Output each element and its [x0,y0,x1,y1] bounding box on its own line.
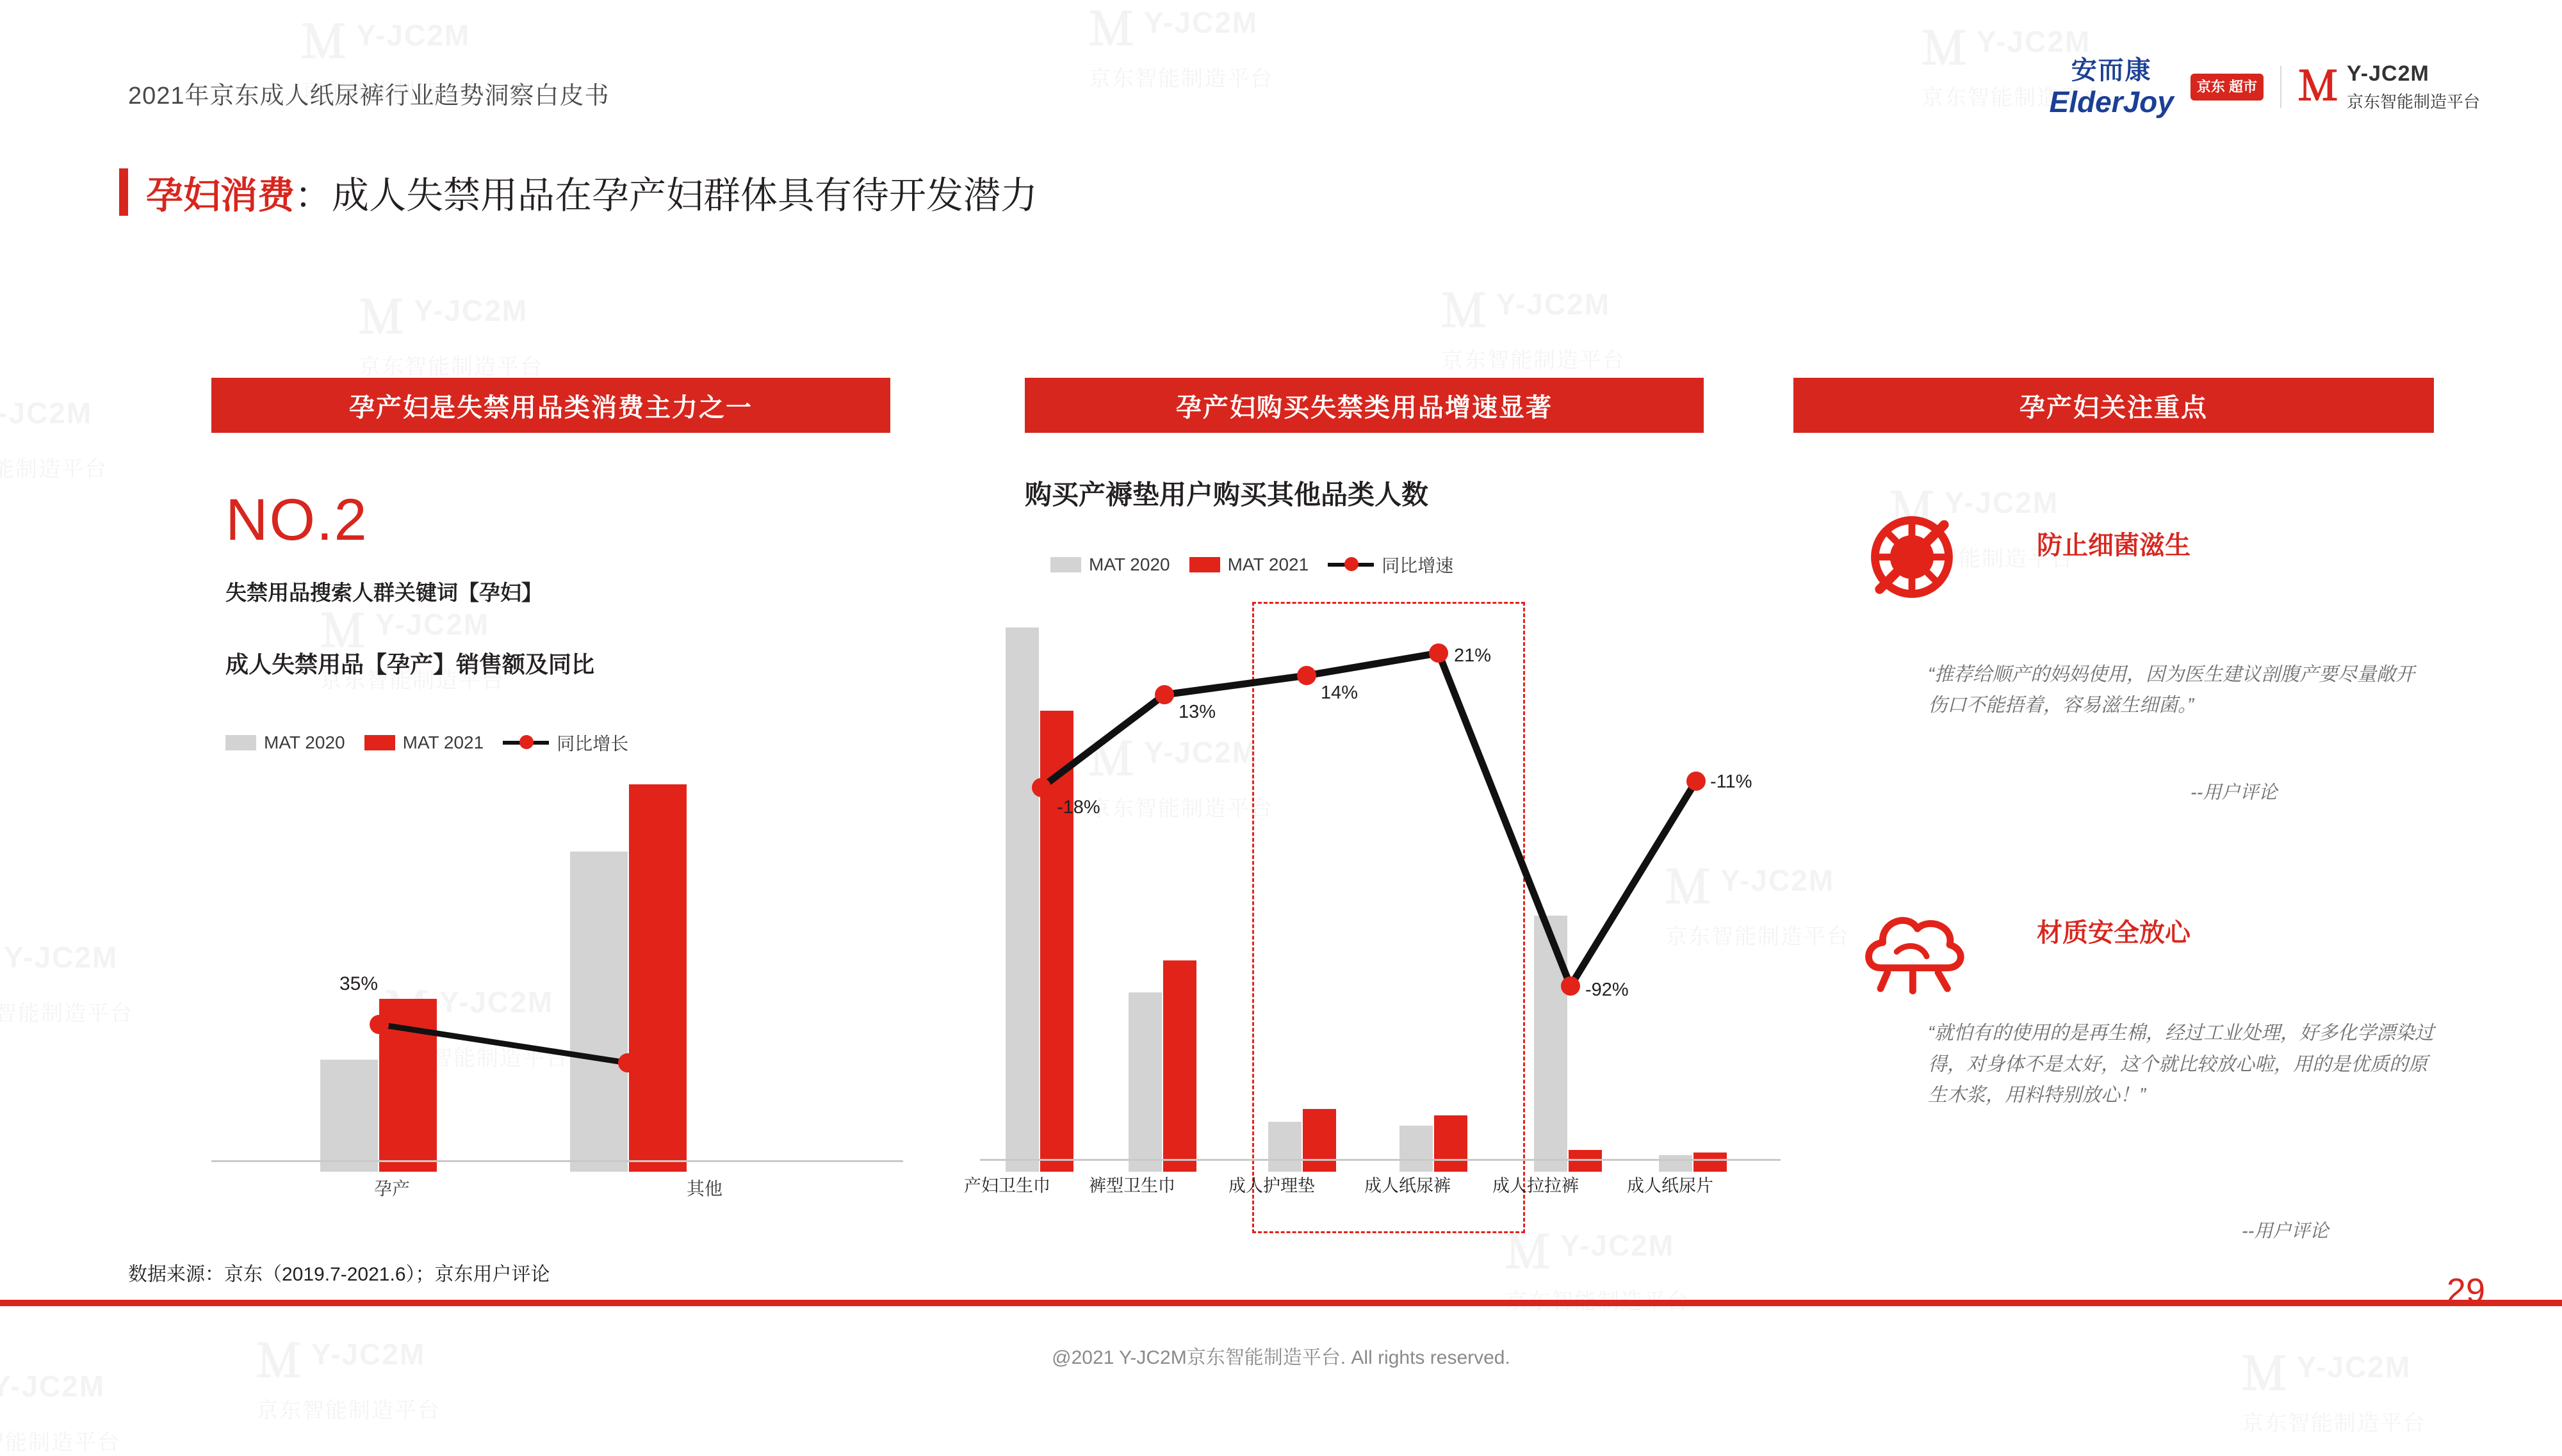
legend-label: 同比增长 [557,734,629,754]
legend-line-marker-icon [503,741,549,745]
legend-swatch-red [1189,557,1220,572]
section-header-right: 孕产妇关注重点 [1793,378,2434,433]
page-number: 29 [2446,1272,2485,1310]
legend-label: 同比增速 [1382,556,1454,576]
watermark [256,1325,441,1424]
jd-supermarket-logo: 京东 超市 [2191,74,2264,100]
elderjoy-logo-cn: 安而康 [2071,56,2152,85]
legend-label: MAT 2021 [1227,554,1309,574]
watermark [359,282,543,380]
yjc2m-logo-cn: 京东智能制造平台 [2346,92,2480,111]
data-label-growth-成人纸尿裤: 21% [1454,645,1492,666]
yjc2m-mark-icon: Ｍ [2297,65,2338,109]
x-tick-label: 孕产 [374,1179,411,1199]
legend-item-growth [503,730,628,756]
x-tick-label: 成人护理垫 [1228,1176,1315,1195]
left-chart [211,775,903,1172]
section-header-mid: 孕产妇购买失禁类用品增速显著 [1025,378,1704,433]
legend-item-mat2020 [1050,554,1170,575]
legend-item-mat2020 [225,732,345,753]
title-accent-bar [119,168,128,216]
left-chart-axis [211,1160,903,1162]
x-tick-label: 成人纸尿裤 [1364,1176,1451,1195]
data-label-growth-裤型卫生巾: 13% [1179,702,1216,722]
watermark [1089,0,1273,92]
legend-swatch-gray [1050,557,1081,572]
highlight-number: NO.2 [225,487,368,553]
yjc2m-logo-en: Y-JC2M [2346,61,2429,86]
data-label-growth-成人护理垫: 14% [1321,683,1359,703]
legend-label: MAT 2020 [264,732,345,752]
right-quote-1: “推荐给顺产的妈妈使用，因为医生建议剖腹产要尽量敞开伤口不能捂着，容易滋生细菌。” [1928,664,2415,716]
elderjoy-logo [2050,58,2174,117]
legend-item-mat2021 [364,732,484,753]
elderjoy-logo-en: ElderJoy [2049,85,2174,118]
legend-item-mat2021 [1189,554,1309,575]
logo-divider [2280,66,2281,108]
data-label-growth-产妇卫生巾: -18% [1057,797,1100,818]
title-rest: ：成人失禁用品在孕产妇群体具有待开发潜力 [295,175,1038,216]
mid-chart-legend [1050,552,1453,578]
highlight-number-caption: 失禁用品搜索人群关键词【孕妇】 [225,581,543,604]
right-quote-2-source: --用户评论 [2242,1221,2329,1242]
right-heading-1: 防止细菌滋生 [2037,531,2191,560]
footer-rule [0,1300,2562,1306]
legend-label: MAT 2021 [402,732,484,752]
source-note: 数据来源：京东（2019.7-2021.6）；京东用户评论 [128,1264,550,1285]
section-header-left: 孕产妇是失禁用品类消费主力之一 [211,378,890,433]
x-tick-label: 成人拉拉裤 [1492,1176,1579,1195]
mid-chart-axis [980,1159,1781,1161]
legend-swatch-red [364,735,395,750]
data-label-growth-成人纸尿片: -11% [1710,772,1752,792]
x-tick-label: 产妇卫生巾 [964,1176,1050,1195]
copyright-text: @2021 Y-JC2M京东智能制造平台. All rights reserved. [1052,1347,1510,1368]
title-highlight: 孕妇消费 [146,175,295,216]
mid-chart [986,576,1768,1172]
yjc2m-logo [2298,61,2480,113]
page-title [119,165,1038,219]
legend-item-growth [1328,552,1453,578]
left-chart-title: 成人失禁用品【孕产】销售额及同比 [225,651,595,677]
legend-label: MAT 2020 [1089,554,1170,574]
cotton-cloud-icon [1851,896,1979,1012]
logo-bar [2050,58,2480,117]
legend-swatch-gray [225,735,256,750]
mid-growth-line [986,576,1768,1172]
mid-chart-title: 购买产褥垫用户购买其他品类人数 [1025,480,1429,510]
legend-line-marker-icon [1328,563,1374,567]
right-heading-2: 材质安全放心 [2037,919,2191,947]
x-tick-label: 裤型卫生巾 [1089,1176,1175,1195]
right-quote-1-source: --用户评论 [2191,782,2278,803]
left-growth-line [211,775,903,1172]
watermark [0,928,133,1027]
x-tick-label: 其他 [687,1179,723,1199]
watermark [0,384,108,483]
watermark [1441,275,1626,374]
left-chart-legend [225,730,628,756]
right-quote-2: “就怕有的使用的是再生棉，经过工业处理，好多化学漂染过得，对身体不是太好，这个就比较放心啦，用的是优质的原生木浆，用料特别放心！” [1928,1023,2434,1106]
virus-blocked-icon [1845,499,1979,615]
data-label-growth-成人拉拉裤: -92% [1585,980,1629,1000]
document-title: 2021年京东成人纸尿裤行业趋势洞察白皮书 [128,83,610,109]
watermark [0,1357,120,1456]
data-label-growth-孕产: 35% [339,973,379,994]
x-tick-label: 成人纸尿片 [1627,1176,1713,1195]
